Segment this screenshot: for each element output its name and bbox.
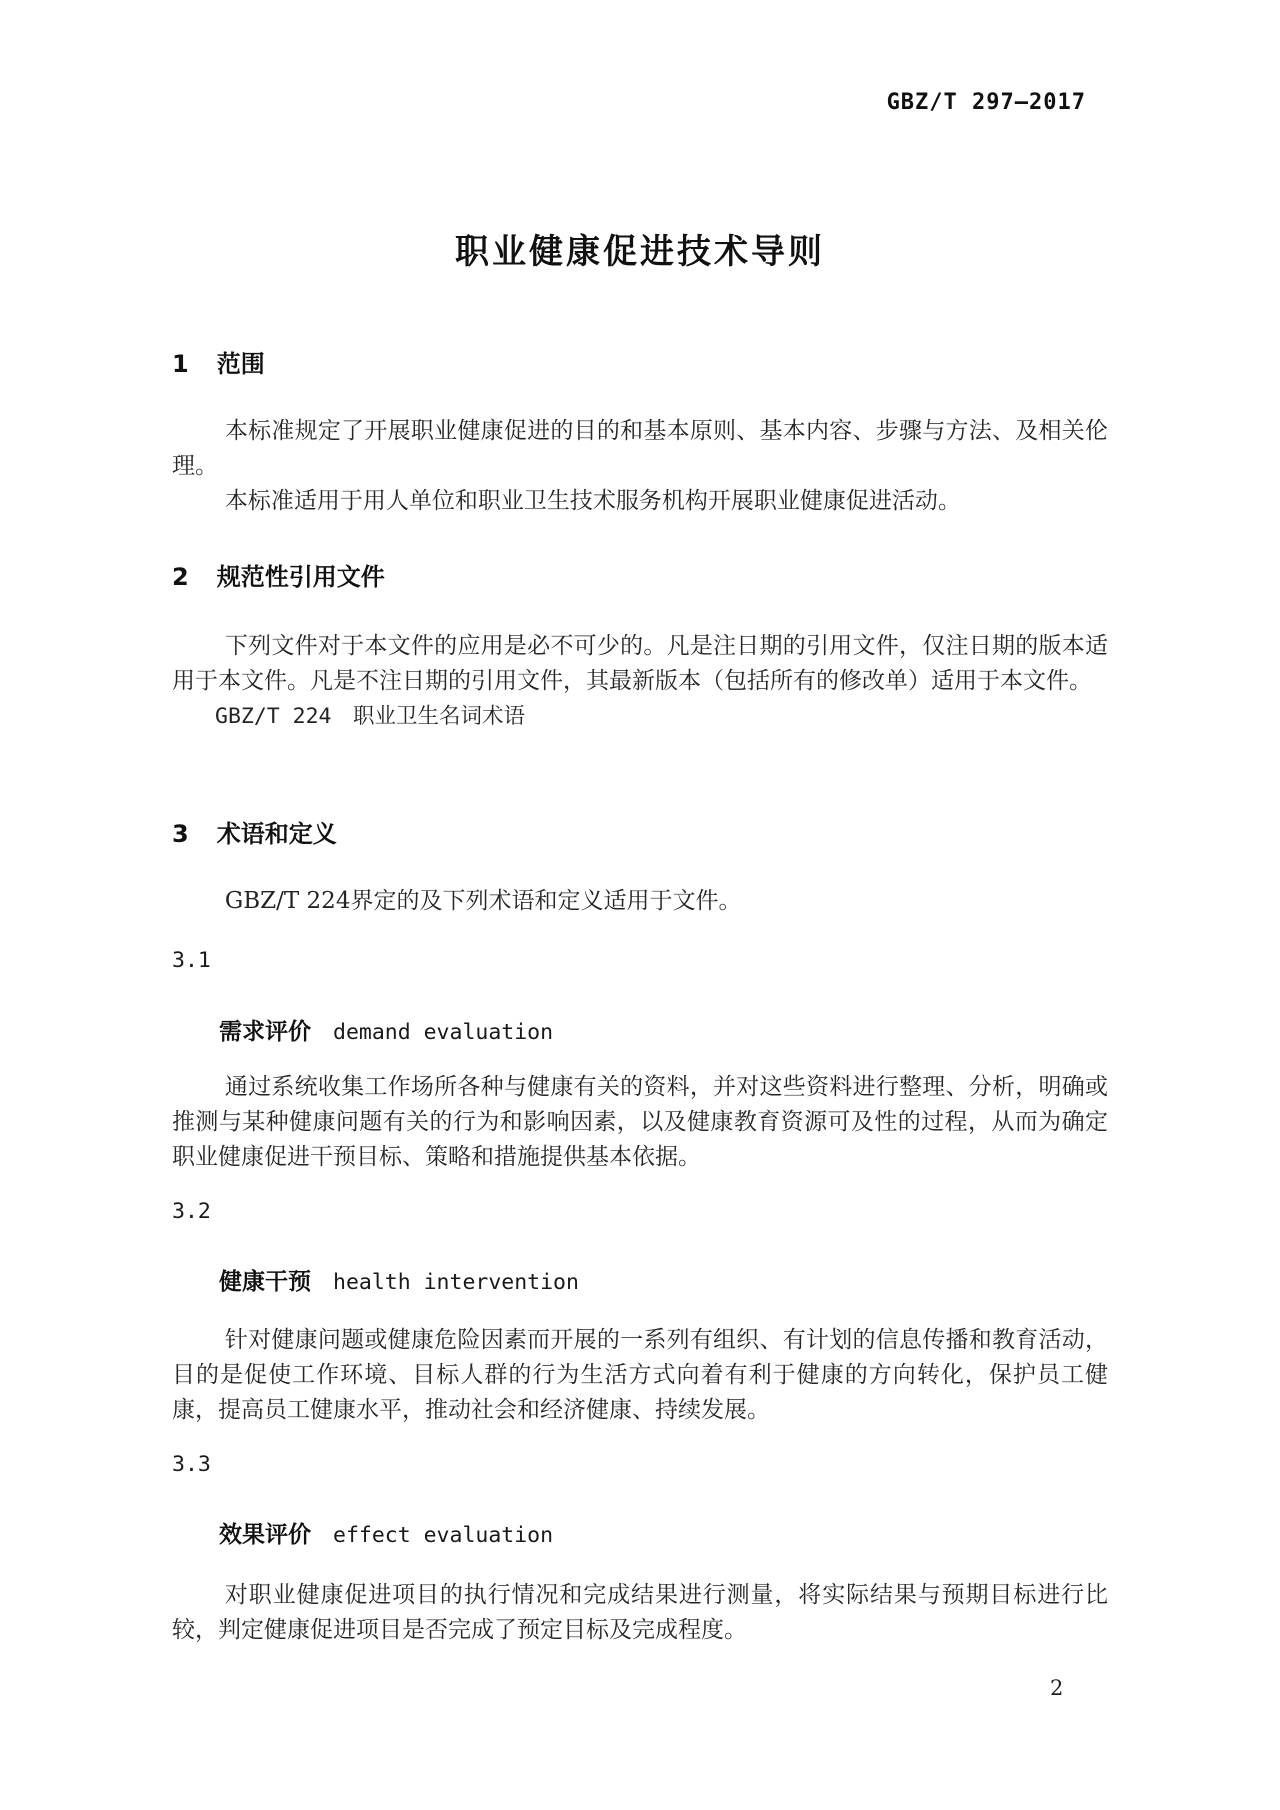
paragraph: 本标准规定了开展职业健康促进的目的和基本原则、基本内容、步骤与方法、及相关伦理。 [172,418,1108,479]
term-name-line [172,1263,1155,1296]
term-name-zh: 健康干预 [219,1269,311,1295]
term-number: 3.2 [172,1199,211,1224]
paragraph: 本标准适用于用人单位和职业卫生技术服务机构开展职业健康促进活动。 [224,488,961,514]
term-definition [172,1578,1108,1648]
section-2-number: 2 [172,563,189,591]
term-definition [172,1323,1108,1428]
term-number: 3.3 [172,1452,211,1477]
term-name-zh: 需求评价 [219,1019,311,1045]
paragraph: 针对健康问题或健康危险因素而开展的一系列有组织、有计划的信息传播和教育活动，目的是促使工作环境、目标人群的行为生活方式向着有利于健康的方向转化，保护员工健康，提高员工健康水平，推动社会和经济健康、持续发展。 [172,1327,1108,1423]
page-number: 2 [1050,1676,1064,1700]
section-2-body [172,629,1108,734]
term-name-line [172,1516,1155,1549]
section-2-label: 规范性引用文件 [216,563,385,591]
paragraph: 下列文件对于本文件的应用是必不可少的。凡是注日期的引用文件，仅注日期的版本适用于本文件。凡是不注日期的引用文件，其最新版本（包括所有的修改单）适用于本文件。 [172,633,1108,694]
term-name-en: effect evaluation [333,1523,554,1548]
reference-line: GBZ/T 224 职业卫生名词术语 [215,704,525,729]
term-name-line [172,1013,1155,1046]
section-1-number: 1 [172,350,189,378]
paragraph: 对职业健康促进项目的执行情况和完成结果进行测量，将实际结果与预期目标进行比较，判定健康促进项目是否完成了预定目标及完成程度。 [172,1582,1108,1643]
paragraph: GBZ/T 224界定的及下列术语和定义适用于文件。 [224,888,742,914]
term-name-en: demand evaluation [333,1020,554,1045]
section-1-body [172,414,1108,519]
section-2-heading [172,557,1108,592]
term-name-zh: 效果评价 [219,1522,311,1548]
term-number: 3.1 [172,948,211,973]
section-3-intro [172,884,1108,919]
paragraph: 通过系统收集工作场所各种与健康有关的资料，并对这些资料进行整理、分析，明确或推测与某种健康问题有关的行为和影响因素，以及健康教育资源可及性的过程，从而为确定职业健康促进干预目标、策略和措施提供基本依据。 [172,1074,1108,1170]
section-1-label: 范围 [216,350,265,378]
term-name-en: health intervention [333,1270,579,1295]
section-3-label: 术语和定义 [216,820,337,848]
term-definition [172,1070,1108,1175]
section-3-heading [172,814,1108,849]
document-number: GBZ/T 297—2017 [886,90,1086,115]
section-1-heading [172,344,1108,379]
section-3-number: 3 [172,820,189,848]
document-title: 职业健康促进技术导则 [455,232,825,272]
